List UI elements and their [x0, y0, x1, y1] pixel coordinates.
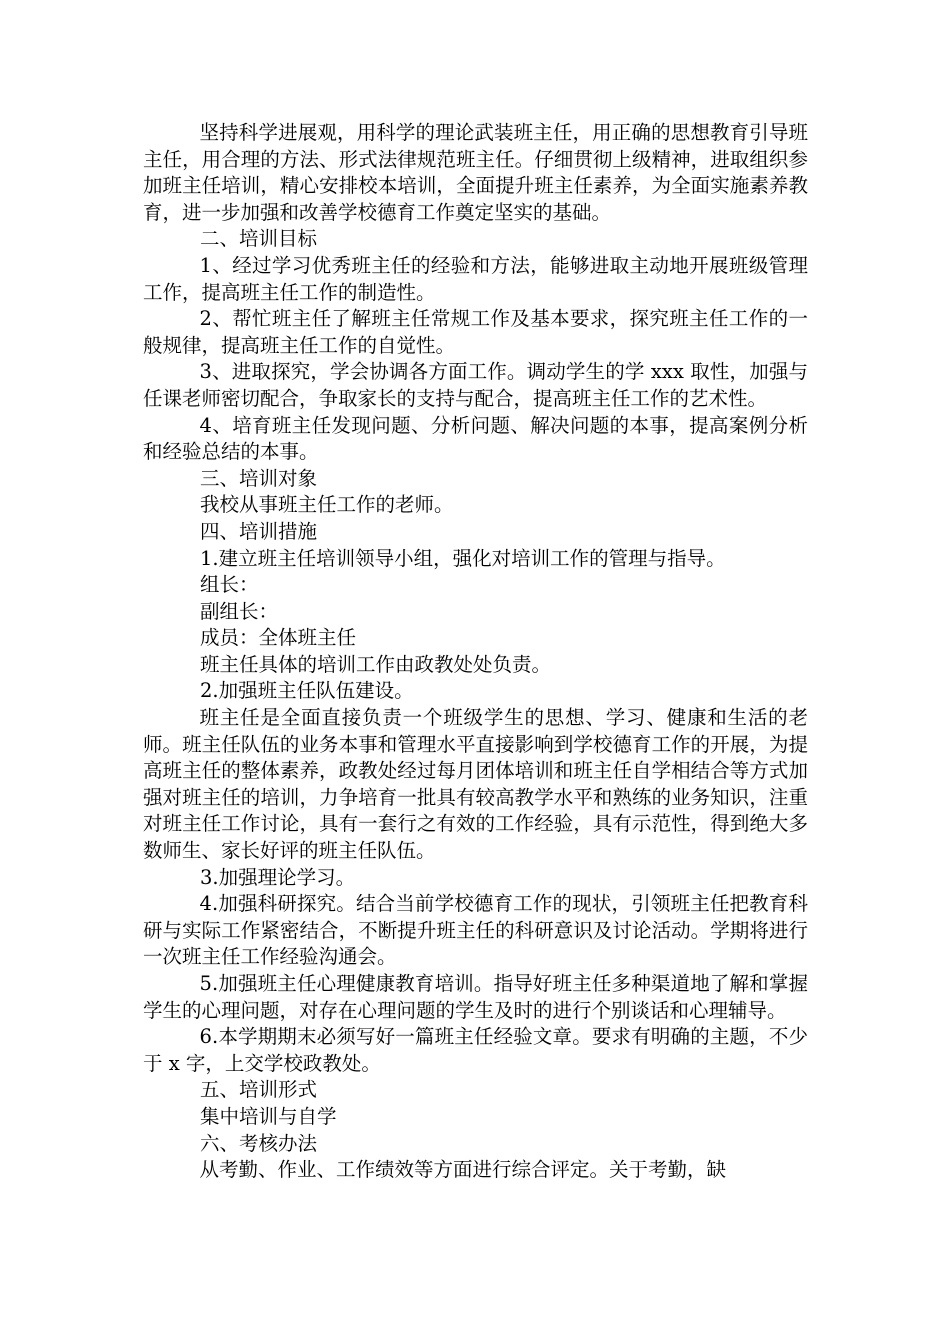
- responsibility-line: 班主任具体的培训工作由政教处处负责。: [200, 652, 552, 676]
- intro-paragraph: 坚持科学进展观，用科学的理论武装班主任，用正确的思想教育引导班主任，用合理的方法、形式法律规范班主任。仔细贯彻上级精神，进取组织参加班主任培训，精心安排校本培训，全面提升班主任素养，为全面实施素养教育，进一步加强和改善学校德育工作奠定坚实的基础。: [143, 121, 808, 224]
- measure-item-3: 3.加强理论学习。: [200, 865, 356, 889]
- training-format-text: 集中培训与自学: [200, 1104, 337, 1128]
- training-targets-text: 我校从事班主任工作的老师。: [200, 493, 454, 517]
- goal-item-4: 4、培育班主任发现问题、分析问题、解决问题的本事，提高案例分析和经验总结的本事。: [143, 413, 808, 464]
- section-heading-assessment: 六、考核办法: [200, 1131, 318, 1155]
- assessment-paragraph: 从考勤、作业、工作绩效等方面进行综合评定。关于考勤，缺: [199, 1158, 727, 1182]
- measure-item-2: 2.加强班主任队伍建设。: [200, 679, 414, 703]
- measure-item-6: 6.本学期期末必须写好一篇班主任经验文章。要求有明确的主题，不少于 x 字，上交学校政教处。: [143, 1025, 808, 1075]
- measure-item-4: 4.加强科研探究。结合当前学校德育工作的现状，引领班主任把教育科研与实际工作紧密结合，不断提升班主任的科研意识及讨论活动。学期将进行一次班主任工作经验沟通会。: [143, 892, 808, 969]
- deputy-leader-line: 副组长：: [200, 599, 279, 623]
- section-heading-training-goals: 二、培训目标: [200, 227, 318, 251]
- group-leader-line: 组长：: [200, 573, 259, 597]
- members-line: 成员：全体班主任: [200, 626, 357, 650]
- goal-item-2: 2、帮忙班主任了解班主任常规工作及基本要求，探究班主任工作的一般规律，提高班主任工作的自觉性。: [143, 307, 808, 357]
- section-heading-training-measures: 四、培训措施: [200, 519, 318, 543]
- goal-item-3: 3、进取探究，学会协调各方面工作。调动学生的学 xxx 取性，加强与任课老师密切配合，争取家长的支持与配合，提高班主任工作的艺术性。: [143, 360, 808, 410]
- goal-item-1: 1、经过学习优秀班主任的经验和方法，能够进取主动地开展班级管理工作，提高班主任工作的制造性。: [143, 253, 808, 304]
- document-page: [143, 120, 808, 1184]
- team-building-paragraph: 班主任是全面直接负责一个班级学生的思想、学习、健康和生活的老师。班主任队伍的业务本事和管理水平直接影响到学校德育工作的开展，为提高班主任的整体素养，政教处经过每月团体培训和班主任自学相结合等方式加强对班主任的培训，力争培育一批具有较高教学水平和熟练的业务知识，注重对班主任工作讨论，具有一套行之有效的工作经验，具有示范性，得到绝大多数师生、家长好评的班主任队伍。: [143, 706, 808, 863]
- measure-item-5: 5.加强班主任心理健康教育培训。指导好班主任多种渠道地了解和掌握学生的心理问题，对存在心理问题的学生及时的进行个别谈话和心理辅导。: [143, 972, 808, 1022]
- section-heading-training-format: 五、培训形式: [200, 1078, 318, 1102]
- measure-item-1: 1.建立班主任培训领导小组，强化对培训工作的管理与指导。: [200, 546, 726, 570]
- section-heading-training-targets: 三、培训对象: [200, 466, 318, 490]
